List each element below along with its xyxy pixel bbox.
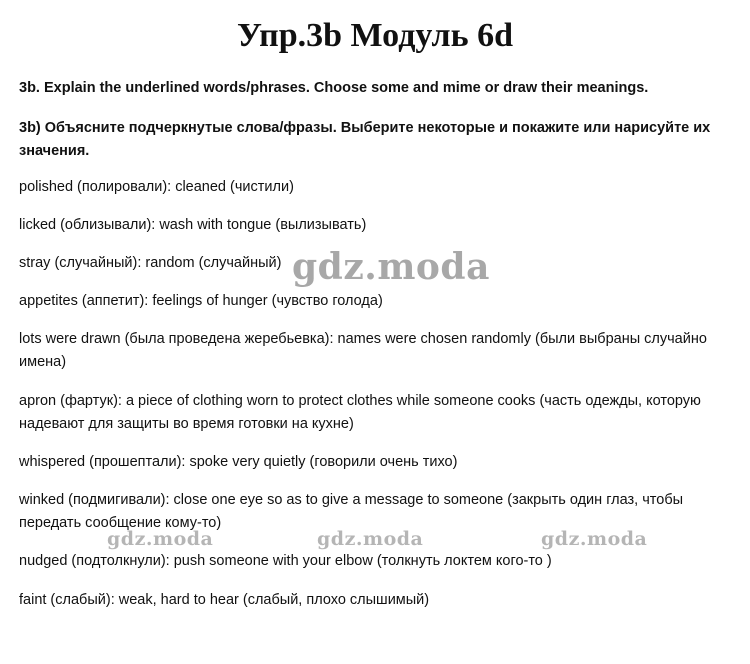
- instruction-russian: 3b) Объясните подчеркнутые слова/фразы. Выберите некоторые и покажите или нарисуйте их значения.: [19, 120, 711, 159]
- watermark-small-left: gdz.moda: [107, 528, 214, 550]
- watermark-small-center: gdz.moda: [317, 528, 424, 550]
- page-title: Упр.3b Модуль 6d: [236, 17, 514, 54]
- entry-appetites: appetites (аппетит): feelings of hunger (чувство голода): [19, 293, 383, 309]
- entry-licked: licked (облизывали): wash with tongue (вылизывать): [19, 217, 367, 233]
- watermark-small-right: gdz.moda: [541, 528, 648, 550]
- entry-nudged: nudged (подтолкнули): push someone with your elbow (толкнуть локтем кого-то ): [19, 553, 552, 569]
- entry-winked: winked (подмигивали): close one eye so as to give a message to someone (закрыть один глаз, чтобы передать сообщение кому-то): [19, 492, 684, 531]
- entry-apron: apron (фартук): a piece of clothing worn to protect clothes while someone cooks (часть одежды, которую надевают для защиты во время готовки на кухне): [19, 393, 701, 432]
- entry-stray: stray (случайный): random (случайный): [19, 255, 282, 271]
- watermark-main: gdz.moda: [292, 246, 490, 288]
- entry-polished: polished (полировали): cleaned (чистили): [19, 179, 294, 195]
- entry-faint: faint (слабый): weak, hard to hear (слабый, плохо слышимый): [19, 592, 430, 608]
- entry-lots-were-drawn: lots were drawn (была проведена жеребьевка): names were chosen randomly (были выбраны случайно имена): [19, 331, 707, 370]
- entry-whispered: whispered (прошептали): spoke very quietly (говорили очень тихо): [19, 454, 458, 470]
- instruction-english: 3b. Explain the underlined words/phrases. Choose some and mime or draw their meanings.: [19, 80, 649, 96]
